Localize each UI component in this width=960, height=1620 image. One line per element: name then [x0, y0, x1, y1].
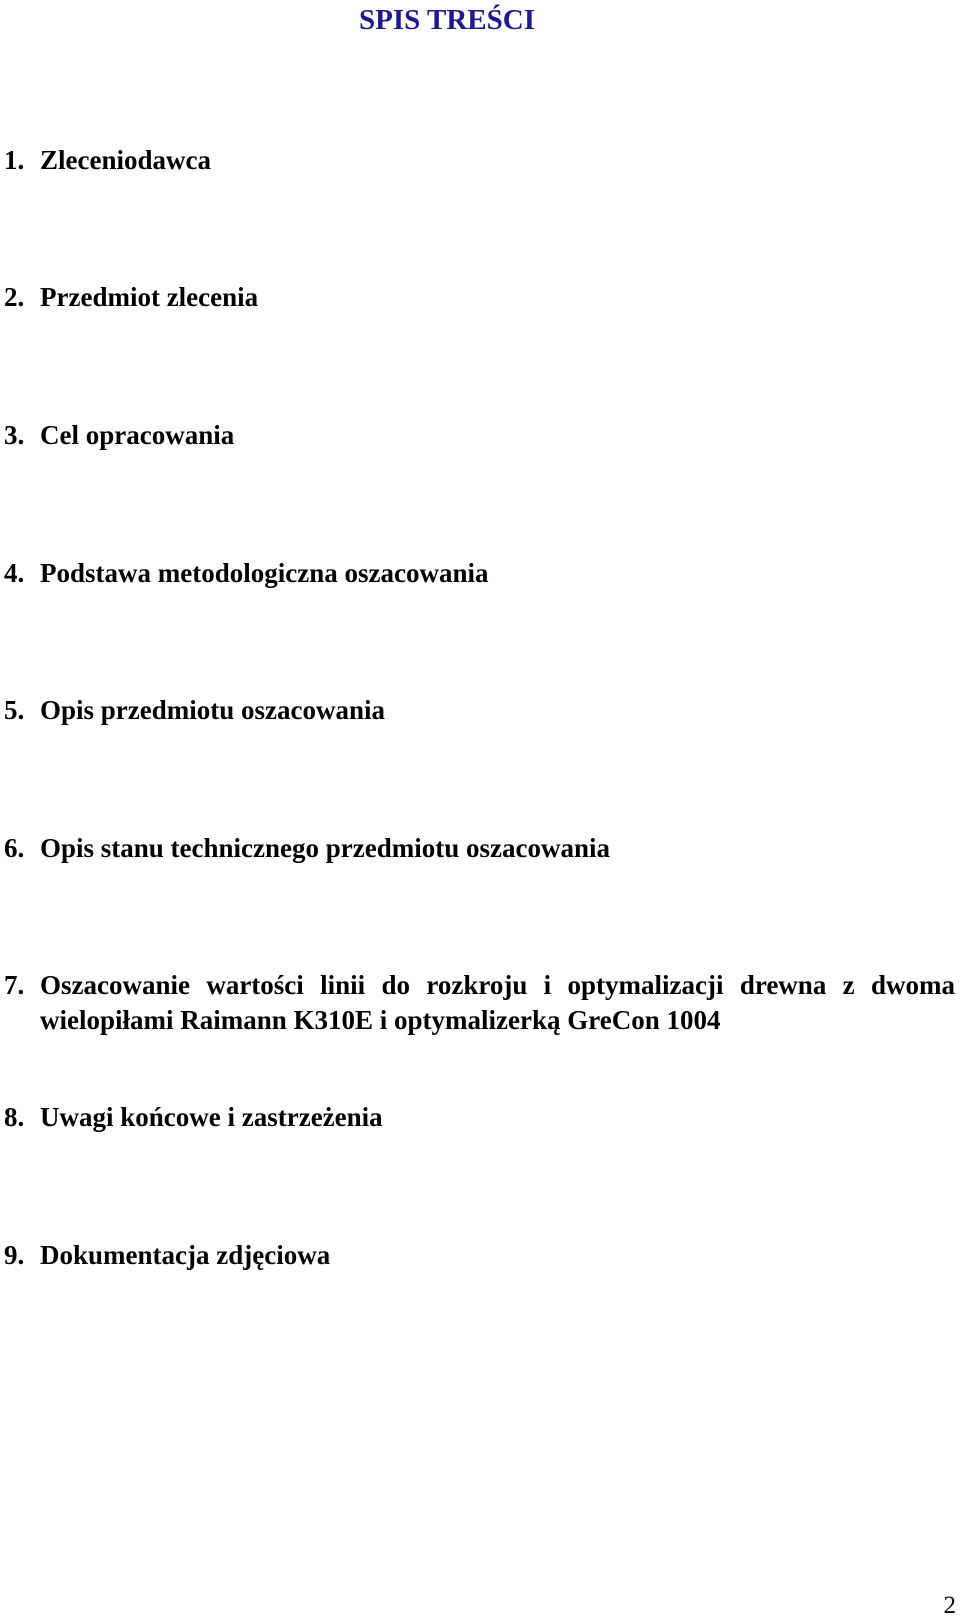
toc-entry-2 [4, 280, 959, 315]
toc-entry-8 [4, 1100, 959, 1135]
toc-entry-9 [4, 1238, 959, 1273]
toc-title: Cel opracowania [40, 420, 235, 450]
toc-entry-7 [4, 968, 959, 1038]
toc-title: Oszacowanie wartości linii do rozkroju i optymalizacji drewna z dwoma wielopiłami Raimann K310E i optymalizerką GreCon 1004 [40, 970, 955, 1035]
toc-title: Przedmiot zlecenia [40, 282, 259, 312]
toc-number: 6. [4, 833, 25, 863]
toc-title: Opis stanu technicznego przedmiotu oszacowania [40, 833, 610, 863]
toc-title: Dokumentacja zdjęciowa [40, 1240, 331, 1270]
toc-number: 5. [4, 695, 25, 725]
toc-entry-6 [4, 831, 959, 866]
page-title: SPIS TREŚCI [359, 4, 535, 36]
toc-title: Podstawa metodologiczna oszacowania [40, 558, 489, 588]
toc-entry-4 [4, 556, 959, 591]
page-number: 2 [943, 1592, 956, 1619]
toc-entry-5 [4, 693, 959, 728]
toc-number: 1. [4, 145, 25, 175]
toc-number: 2. [4, 282, 25, 312]
toc-number: 9. [4, 1240, 25, 1270]
toc-title: Opis przedmiotu oszacowania [40, 695, 386, 725]
toc-number: 3. [4, 420, 25, 450]
toc-entry-3 [4, 418, 959, 453]
toc-title: Zleceniodawca [40, 145, 211, 175]
toc-number: 8. [4, 1102, 25, 1132]
toc-entry-1 [4, 143, 959, 178]
toc-title: Uwagi końcowe i zastrzeżenia [40, 1102, 383, 1132]
toc-number: 4. [4, 558, 25, 588]
toc-number: 7. [4, 970, 25, 1000]
